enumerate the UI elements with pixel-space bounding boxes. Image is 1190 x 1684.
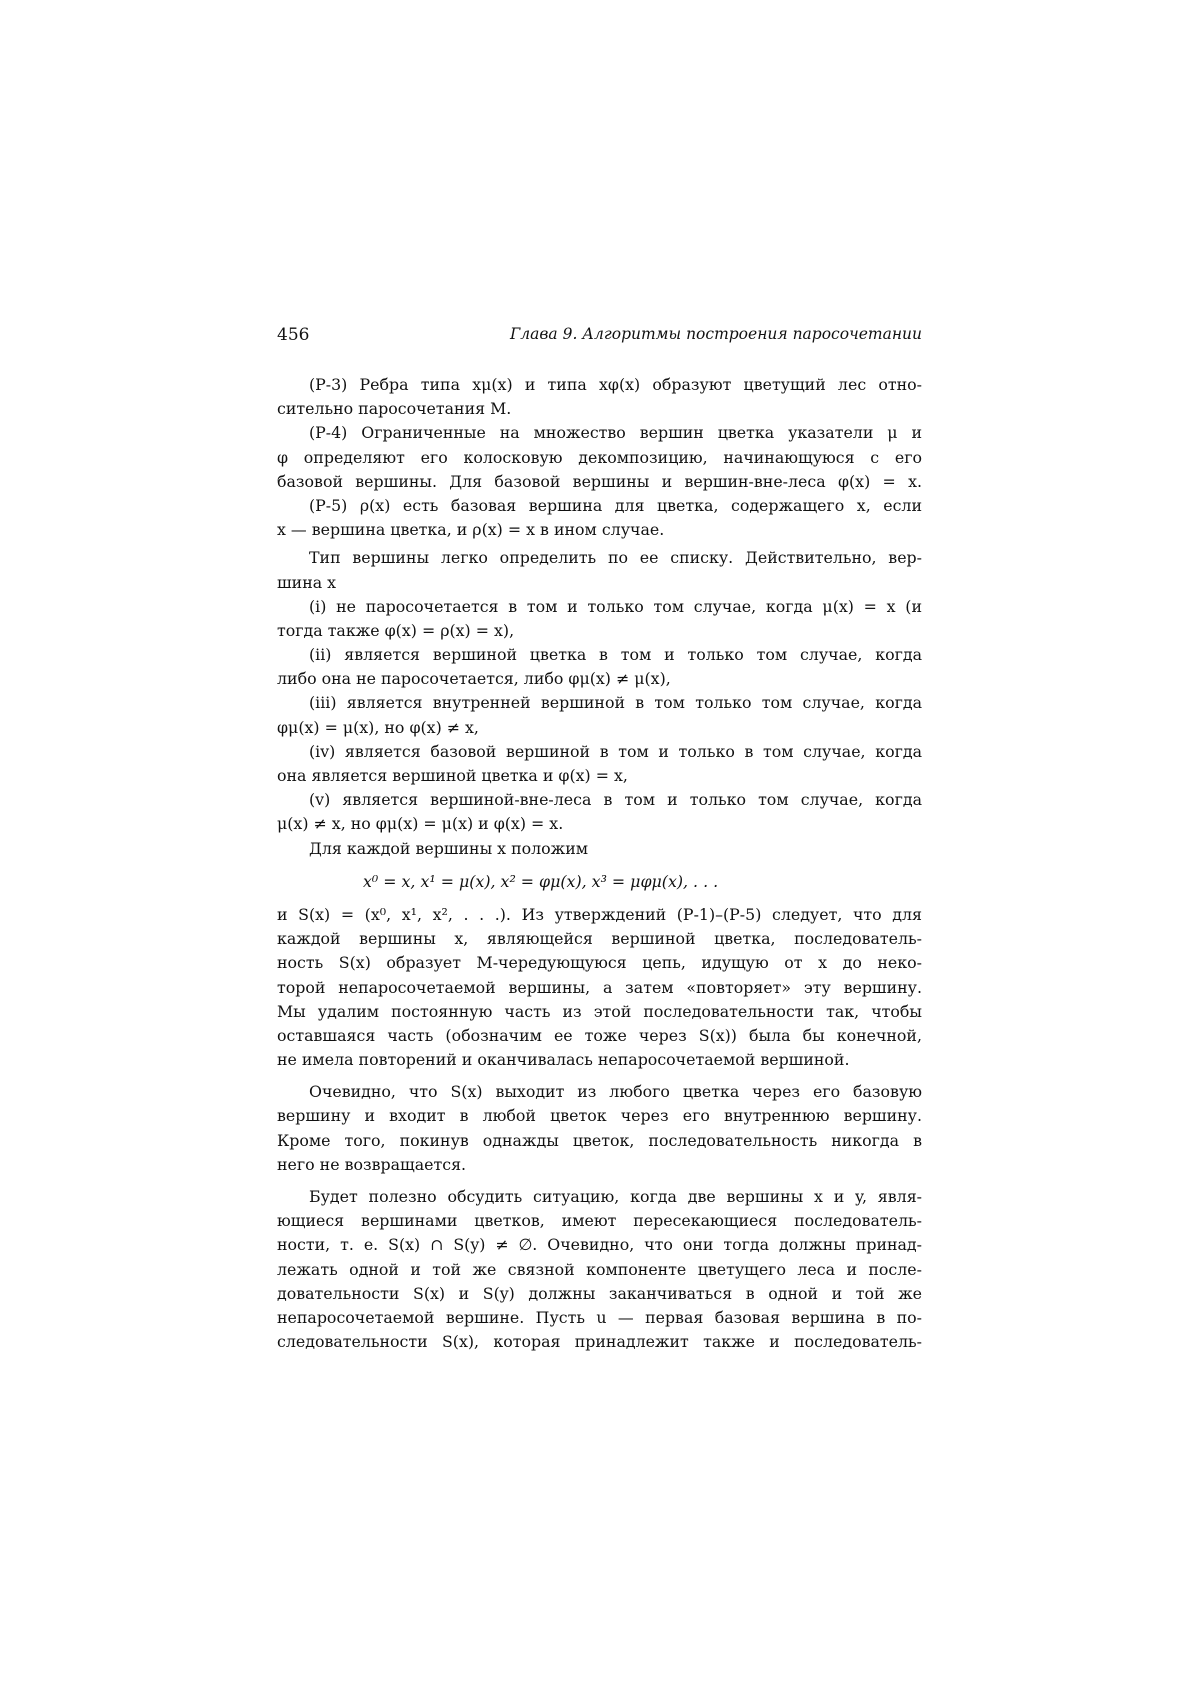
paragraph-sequence [277,903,922,1072]
text-line: сительно паросочетания M. [277,399,512,419]
display-formula: x⁰ = x, x¹ = μ(x), x² = φμ(x), x³ = μφμ(x), . . . [363,871,719,891]
text-line: тогда также φ(x) = ρ(x) = x), [277,620,515,640]
text-line: него не возвращается. [277,1154,467,1174]
text-body [277,373,922,1354]
text-line: лежать одной и той же связной компоненте цветущего леса и после- [277,1259,922,1279]
paragraph-p5 [277,494,922,542]
running-head: Глава 9. Алгоритмы построения паросочетании [510,325,922,343]
text-line: ность S(x) образует M-чередующуюся цепь, идущую от x до неко- [277,953,922,973]
text-line: ющиеся вершинами цветков, имеют пересекающиеся последователь- [277,1211,922,1231]
text-line: φμ(x) = μ(x), но φ(x) ≠ x, [277,717,479,737]
paragraph-case-ii [277,643,922,691]
text-line: каждой вершины x, являющейся вершиной цветка, последователь- [277,929,922,949]
text-line: (i) не паросочетается в том и только том случае, когда μ(x) = x (и [309,596,922,616]
text-line: (iii) является внутренней вершиной в том только том случае, когда [309,693,922,713]
text-line: Тип вершины легко определить по ее списку. Действительно, вер- [309,548,922,568]
text-line: она является вершиной цветка и φ(x) = x, [277,766,628,785]
text-line: оставшаяся часть (обозначим ее тоже через S(x)) была бы конечной, [277,1025,922,1045]
text-line: Будет полезно обсудить ситуацию, когда две вершины x и y, явля- [309,1187,922,1206]
text-line: (v) является вершиной-вне-леса в том и только том случае, когда [309,790,922,810]
paragraph-p4 [277,421,922,494]
text-line: (ii) является вершиной цветка в том и только том случае, когда [309,645,922,665]
text-line: (Р-5) ρ(x) есть базовая вершина для цветка, содержащего x, если [309,495,922,515]
paragraph-define-intro [277,837,922,861]
page-number: 456 [277,325,310,345]
text-line: (Р-4) Ограниченные на множество вершин цветка указатели μ и [309,423,922,443]
text-line: следовательности S(x), которая принадлежит также и последователь- [277,1332,922,1352]
text-line: φ определяют его колосковую декомпозицию, начинающуюся с его [277,447,922,467]
text-line: Очевидно, что S(x) выходит из любого цветка через его базовую [309,1082,922,1102]
text-line: базовой вершины. Для базовой вершины и вершин-вне-леса φ(x) = x. [277,471,922,491]
paragraph-case-iii [277,691,922,739]
text-line: Мы удалим постоянную часть из этой последовательности так, чтобы [277,1001,922,1021]
text-line: шина x [277,572,337,592]
text-line: непаросочетаемой вершине. Пусть u — первая базовая вершина в по- [277,1307,922,1327]
paragraph-type-intro [277,546,922,594]
text-line: μ(x) ≠ x, но φμ(x) = μ(x) и φ(x) = x. [277,814,564,834]
page-header [277,325,922,349]
text-line: и S(x) = (x⁰, x¹, x², . . .). Из утверждений (Р-1)–(Р-5) следует, что для [277,904,922,924]
paragraph-case-iv [277,740,922,788]
text-line: x — вершина цветка, и ρ(x) = x в ином случае. [277,520,665,540]
text-line: Кроме того, покинув однажды цветок, последовательность никогда в [277,1130,922,1150]
text-line: либо она не паросочетается, либо φμ(x) ≠ μ(x), [277,669,671,689]
text-line: торой непаросочетаемой вершины, а затем «повторяет» эту вершину. [277,977,922,997]
text-line: вершину и входит в любой цветок через его внутреннюю вершину. [277,1106,922,1126]
text-line: ности, т. е. S(x) ∩ S(y) ≠ ∅. Очевидно, что они тогда должны принад- [277,1235,922,1255]
text-line: не имела повторений и оканчивалась непаросочетаемой вершиной. [277,1050,850,1070]
paragraph-case-i [277,595,922,643]
paragraph-case-v [277,788,922,836]
paragraph-discuss [277,1185,922,1354]
text-line: (iv) является базовой вершиной в том и только в том случае, когда [309,741,922,761]
text-line: Для каждой вершины x положим [309,838,589,858]
text-line: (Р-3) Ребра типа xμ(x) и типа xφ(x) образуют цветущий лес отно- [309,375,922,394]
text-line: довательности S(x) и S(y) должны заканчиваться в одной и той же [277,1283,922,1303]
paragraph-p3 [277,373,922,421]
paragraph-obviously [277,1080,922,1177]
